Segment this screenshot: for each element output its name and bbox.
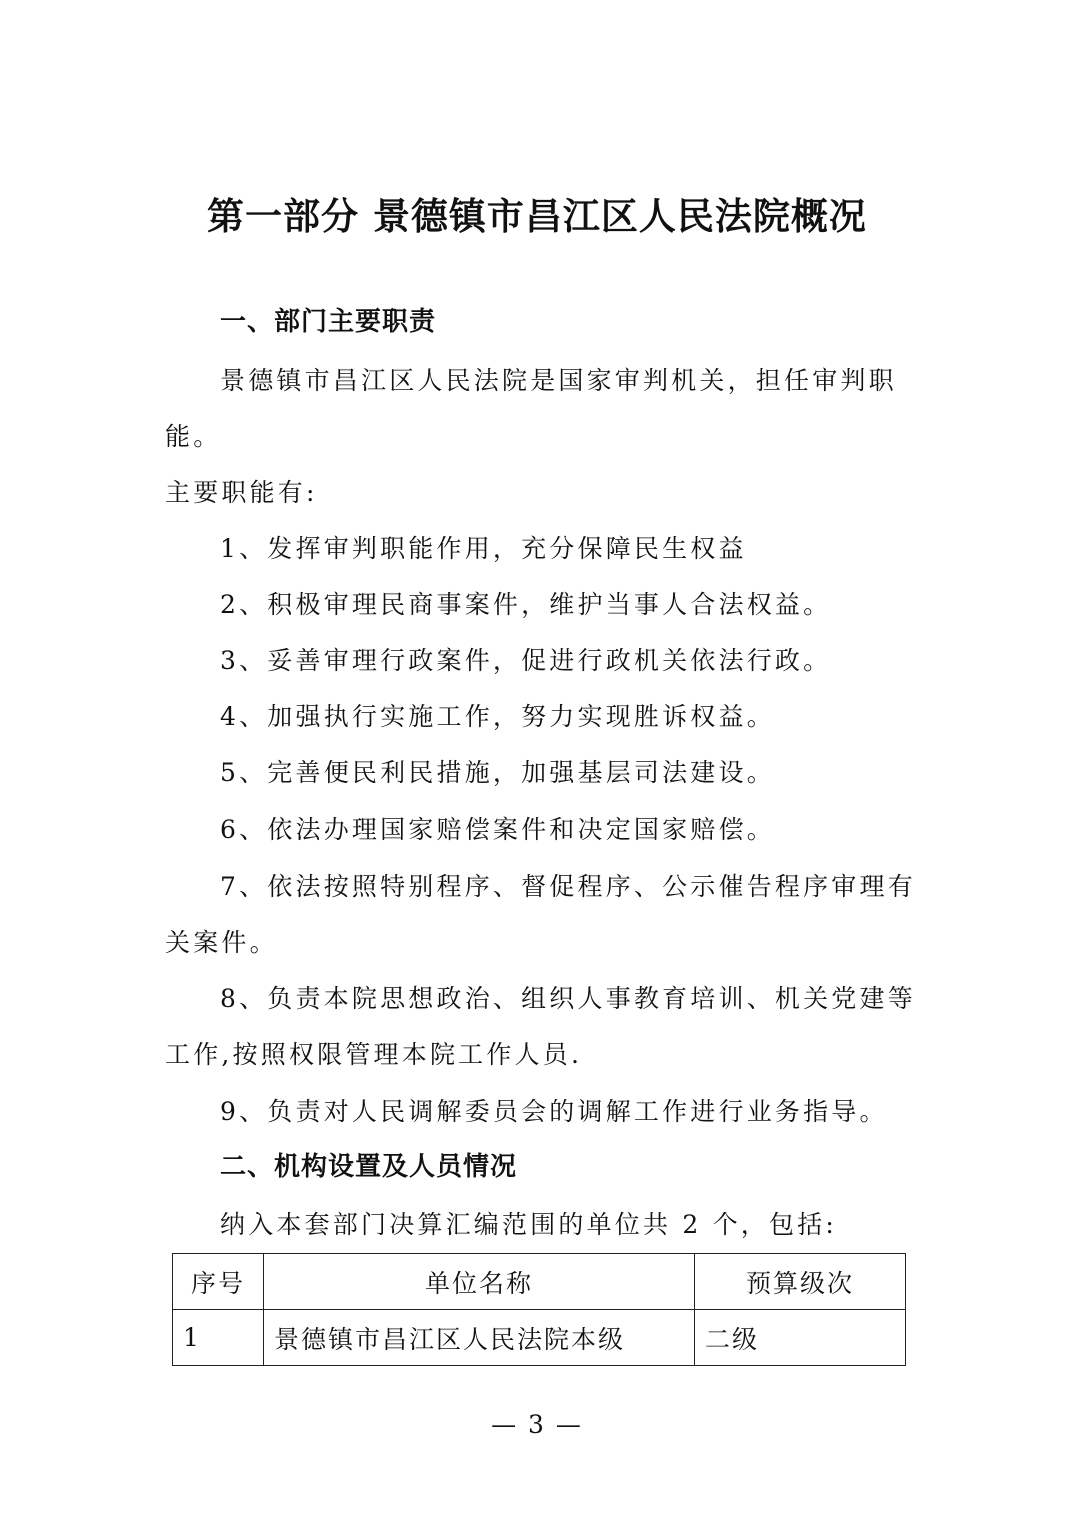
page-title: 第一部分 景德镇市昌江区人民法院概况 <box>207 195 867 238</box>
section2-heading: 二、机构设置及人员情况 <box>220 1152 518 1182</box>
header-budget-level: 预算级次 <box>695 1254 906 1310</box>
function-item-6: 6、依法办理国家赔偿案件和决定国家赔偿。 <box>220 815 775 844</box>
cell-unit-name: 景德镇市昌江区人民法院本级 <box>264 1310 695 1366</box>
function-item-9: 9、负责对人民调解委员会的调解工作进行业务指导。 <box>220 1097 888 1126</box>
function-item-4: 4、加强执行实施工作，努力实现胜诉权益。 <box>220 702 775 731</box>
header-index: 序号 <box>173 1254 264 1310</box>
function-item-8-line-1: 8、负责本院思想政治、组织人事教育培训、机关党建等 <box>220 984 916 1013</box>
table-header-row <box>173 1254 906 1310</box>
function-item-1: 1、发挥审判职能作用，充分保障民生权益 <box>220 534 747 563</box>
function-item-8-line-2: 工作,按照权限管理本院工作人员. <box>165 1040 583 1069</box>
function-item-7-line-2: 关案件。 <box>165 928 278 957</box>
cell-index: 1 <box>173 1310 264 1366</box>
cell-budget-level: 二级 <box>695 1310 906 1366</box>
intro-line-1: 景德镇市昌江区人民法院是国家审判机关，担任审判职 <box>220 366 897 395</box>
function-item-5: 5、完善便民利民措施，加强基层司法建设。 <box>220 758 775 787</box>
units-table <box>172 1253 906 1366</box>
section1-heading: 一、部门主要职责 <box>220 307 437 337</box>
section2-intro: 纳入本套部门决算汇编范围的单位共 2 个，包括: <box>220 1210 838 1239</box>
page-number: — 3 — <box>491 1410 583 1439</box>
header-unit-name: 单位名称 <box>264 1254 695 1310</box>
function-item-7-line-1: 7、依法按照特别程序、督促程序、公示催告程序审理有 <box>220 872 916 901</box>
function-item-2: 2、积极审理民商事案件，维护当事人合法权益。 <box>220 590 832 619</box>
functions-label: 主要职能有: <box>165 478 318 507</box>
function-item-3: 3、妥善审理行政案件，促进行政机关依法行政。 <box>220 646 832 675</box>
table-row <box>173 1310 906 1366</box>
intro-line-2: 能。 <box>165 422 222 451</box>
